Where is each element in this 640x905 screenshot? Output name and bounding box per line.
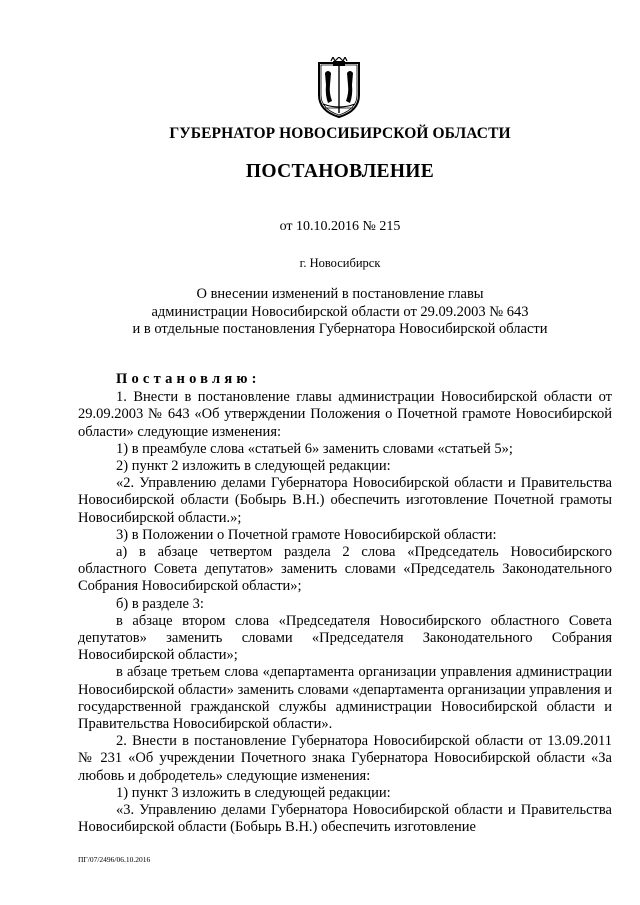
document-subject — [0, 286, 640, 339]
body-paragraph: 3) в Положении о Почетной грамоте Новосибирской области: — [116, 526, 497, 543]
subject-line: О внесении изменений в постановление главы — [196, 286, 484, 302]
subject-line: и в отдельные постановления Губернатора Новосибирской области — [132, 321, 548, 337]
body-paragraph: 2. Внести в постановление Губернатора Новосибирской области от 13.09.2011 № 231 «Об учреждении Почетного знака Губернатора Новосибирской области «За любовь и добродетель» следующие изменения: — [78, 733, 612, 784]
body-paragraph: «2. Управлению делами Губернатора Новосибирской области и Правительства Новосибирской области (Бобырь В.Н.) обеспечить изготовление Почетной грамоты Новосибирской области.»; — [78, 475, 612, 526]
body-paragraph: 1) пункт 3 изложить в следующей редакции: — [116, 784, 391, 801]
body-paragraph: б) в разделе 3: — [116, 595, 204, 612]
resolution-heading: Постановляю: — [116, 371, 261, 387]
body-paragraph: 1. Внести в постановление главы администрации Новосибирской области от 29.09.2003 № 643 «Об утверждении Положения о Почетной грамоте Новосибирской области» следующие изменения: — [78, 389, 612, 440]
document-date-number: от 10.10.2016 № 215 — [279, 219, 401, 234]
document-body — [78, 371, 612, 836]
body-paragraph: а) в абзаце четвертом раздела 2 слова «Председатель Новосибирского областного Совета депутатов» заменить словами «Председатель Законодательного Собрания Новосибирской области»; — [78, 544, 612, 595]
body-paragraph: в абзаце третьем слова «департамента организации управления администрации Новосибирской области» заменить словами «департамента организации управления и государственной гражданской службы администрации Новосибирской области и Правительства Новосибирской области». — [78, 664, 612, 733]
document-code: ПГ/07/2496/06.10.2016 — [78, 855, 151, 864]
document-type: ПОСТАНОВЛЕНИЕ — [245, 161, 435, 182]
body-paragraph: «3. Управлению делами Губернатора Новосибирской области и Правительства Новосибирской области (Бобырь В.Н.) обеспечить изготовление — [78, 802, 612, 836]
document-city: г. Новосибирск — [299, 256, 381, 270]
body-paragraph: 2) пункт 2 изложить в следующей редакции: — [116, 458, 391, 475]
body-paragraph: в абзаце втором слова «Председателя Новосибирского областного Совета депутатов» заменить словами «Председателя Законодательного Собрания Новосибирской области»; — [78, 612, 612, 664]
coat-of-arms-icon — [315, 57, 363, 119]
governor-title: ГУБЕРНАТОР НОВОСИБИРСКОЙ ОБЛАСТИ — [169, 125, 511, 142]
body-paragraph: 1) в преамбуле слова «статьей 6» заменить словами «статьей 5»; — [116, 440, 513, 457]
subject-line: администрации Новосибирской области от 29.09.2003 № 643 — [151, 303, 529, 320]
